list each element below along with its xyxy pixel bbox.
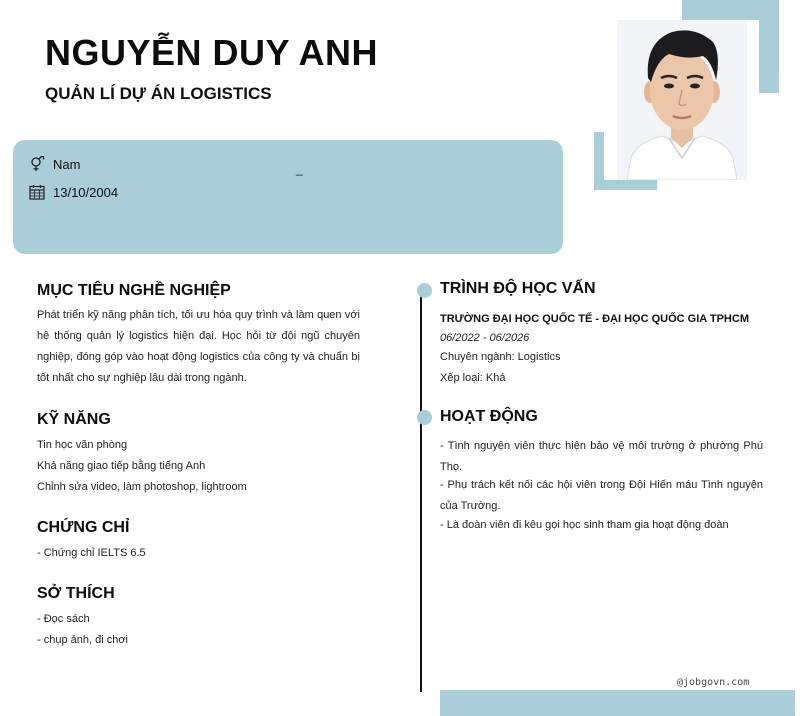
candidate-name: NGUYỄN DUY ANH: [45, 32, 379, 73]
footer-bar: [440, 690, 795, 716]
certificate-item: - Chứng chỉ IELTS 6.5: [37, 547, 146, 559]
skill-item: Chỉnh sửa video, làm photoshop, lightroom: [37, 481, 247, 493]
skill-item: Tin học văn phòng: [37, 439, 128, 451]
career-goal-text: Phát triển kỹ năng phân tích, tối ưu hóa quy trình và làm quen với hệ thống quản lý logistics hiện đại. Học hỏi từ đội ngũ chuyên nghiệp, đóng góp vào hoạt động logistics của công ty và chuẩn bị tốt nhất cho sự nghiệp lâu dài trong ngành.: [37, 309, 360, 384]
watermark: @jobgovn.com: [677, 677, 750, 688]
certificates-title: CHỨNG CHỈ: [37, 519, 130, 536]
gender-row: [29, 156, 80, 172]
career-goal-title: MỤC TIÊU NGHỀ NGHIỆP: [37, 282, 231, 299]
gender-icon: [29, 156, 45, 172]
activity-item: - Phụ trách kết nối các hội viên trong Đội Hiến máu Tình nguyện của Trường.: [440, 479, 763, 512]
hobby-item: - Đọc sách: [37, 613, 90, 625]
timeline-dot-activities: [417, 410, 432, 425]
grade: Xếp loại: Khá: [440, 372, 506, 384]
school-name: TRƯỜNG ĐẠI HỌC QUỐC TẾ - ĐẠI HỌC QUỐC GIA TPHCM: [440, 313, 749, 325]
timeline-line: [420, 289, 422, 692]
birthday-value: 13/10/2004: [53, 184, 119, 200]
gender-value: Nam: [53, 156, 81, 172]
profile-photo: [617, 20, 747, 180]
skill-item: Khả năng giao tiếp bằng tiếng Anh: [37, 460, 206, 472]
placeholder-mark: _: [296, 162, 303, 176]
birthday-row: [29, 184, 118, 200]
activities-title: HOẠT ĐỘNG: [440, 408, 538, 425]
major: Chuyên ngành: Logistics: [440, 351, 561, 363]
activity-item: - Là đoàn viên đi kêu gọi học sinh tham gia hoạt động đoàn: [440, 519, 729, 531]
education-title: TRÌNH ĐỘ HỌC VẤN: [440, 280, 596, 297]
skills-title: KỸ NĂNG: [37, 411, 111, 428]
job-title: QUẢN LÍ DỰ ÁN LOGISTICS: [45, 84, 272, 103]
personal-info-panel: [13, 140, 563, 254]
timeline-dot-education: [417, 283, 432, 298]
activity-item: - Tình nguyện viên thực hiện bảo vệ môi trường ở phường Phú Thọ.: [440, 440, 763, 473]
hobby-item: - chụp ảnh, đi chơi: [37, 634, 128, 646]
calendar-icon: [29, 184, 45, 200]
hobbies-title: SỞ THÍCH: [37, 585, 115, 602]
study-period: 06/2022 - 06/2026: [440, 332, 530, 344]
